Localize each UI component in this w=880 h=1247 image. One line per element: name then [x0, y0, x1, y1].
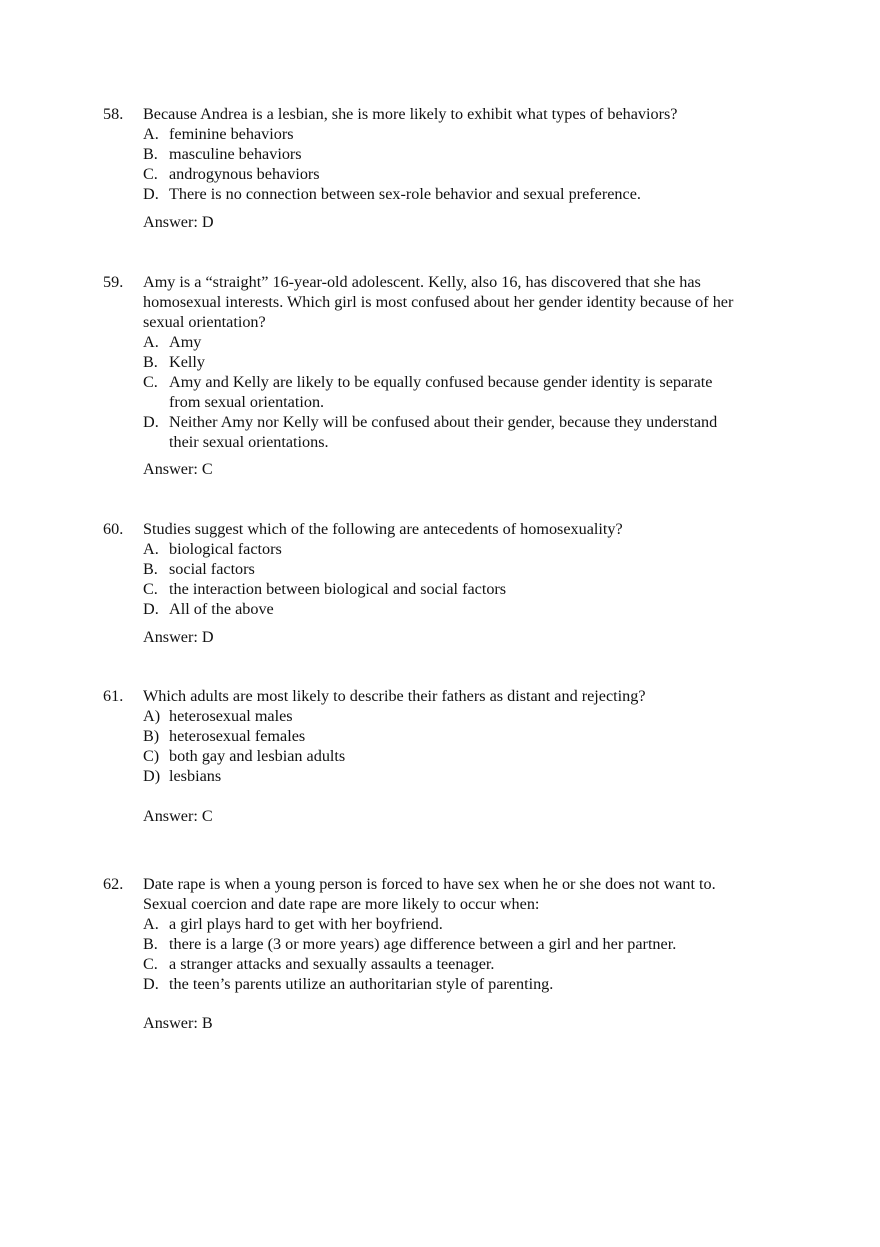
option-letter: B. [143, 935, 158, 953]
question-stem-line: Because Andrea is a lesbian, she is more likely to exhibit what types of behaviors? [143, 105, 678, 123]
option-b [143, 352, 783, 372]
option-letter: B. [143, 353, 158, 371]
question-stem [143, 686, 783, 706]
question-stem [143, 874, 783, 914]
answer-options [143, 332, 783, 452]
option-text: Neither Amy nor Kelly will be confused about their gender, because they understand their sexual orientations. [169, 413, 718, 451]
answer-label: Answer: D [143, 628, 214, 646]
option-d [143, 599, 783, 619]
option-text: a stranger attacks and sexually assaults a teenager. [169, 955, 495, 973]
option-c [143, 954, 783, 974]
question-number: 60. [103, 520, 124, 538]
option-letter: C) [143, 747, 160, 765]
option-letter: D. [143, 975, 159, 993]
option-a [143, 914, 783, 934]
question-stem-line: Date rape is when a young person is forced to have sex when he or she does not want to. [143, 875, 716, 893]
question-number: 58. [103, 105, 124, 123]
question-number: 62. [103, 875, 124, 893]
question-stem [143, 104, 783, 124]
option-letter: D. [143, 600, 159, 618]
question-stem-line: homosexual interests. Which girl is most confused about her gender identity because of her [143, 293, 734, 311]
option-text: Kelly [169, 353, 205, 371]
question-stem-line: Amy is a “straight” 16-year-old adolescent. Kelly, also 16, has discovered that she has [143, 273, 701, 291]
option-letter: C. [143, 580, 158, 598]
option-text: both gay and lesbian adults [169, 747, 346, 765]
question-stem-line: sexual orientation? [143, 313, 266, 331]
answer-label: Answer: B [143, 1014, 213, 1032]
answer-options [143, 706, 783, 786]
option-letter: B. [143, 145, 158, 163]
answer-options [143, 539, 783, 619]
question-stem [143, 519, 783, 539]
option-a [143, 332, 783, 352]
option-d [143, 184, 783, 204]
option-letter: C. [143, 955, 158, 973]
question-stem [143, 272, 783, 332]
option-text: biological factors [169, 540, 282, 558]
option-letter: D. [143, 413, 159, 431]
option-letter: A. [143, 125, 159, 143]
option-letter: D. [143, 185, 159, 203]
question-number: 59. [103, 273, 124, 291]
option-text: Amy [169, 333, 202, 351]
option-letter: A. [143, 333, 159, 351]
option-c [143, 164, 783, 184]
option-letter: B. [143, 560, 158, 578]
option-b [143, 726, 783, 746]
option-text: the teen’s parents utilize an authoritarian style of parenting. [169, 975, 554, 993]
option-c [143, 372, 783, 412]
option-letter: C. [143, 165, 158, 183]
option-d [143, 974, 783, 994]
option-letter: D) [143, 767, 161, 785]
option-letter: A. [143, 915, 159, 933]
option-text: lesbians [169, 767, 222, 785]
option-c [143, 579, 783, 599]
option-text: androgynous behaviors [169, 165, 320, 183]
option-c [143, 746, 783, 766]
answer-label: Answer: D [143, 213, 214, 231]
option-text: there is a large (3 or more years) age difference between a girl and her partner. [169, 935, 677, 953]
option-b [143, 934, 783, 954]
option-a [143, 706, 783, 726]
option-a [143, 124, 783, 144]
option-text: heterosexual males [169, 707, 293, 725]
question-stem-line: Studies suggest which of the following are antecedents of homosexuality? [143, 520, 623, 538]
answer-options [143, 124, 783, 204]
option-text: Amy and Kelly are likely to be equally confused because gender identity is separate from sexual orientation. [169, 373, 713, 411]
option-d [143, 412, 783, 452]
option-a [143, 539, 783, 559]
option-text: There is no connection between sex-role behavior and sexual preference. [169, 185, 641, 203]
answer-label: Answer: C [143, 807, 213, 825]
option-text: a girl plays hard to get with her boyfriend. [169, 915, 443, 933]
option-letter: A. [143, 540, 159, 558]
option-b [143, 144, 783, 164]
option-text: masculine behaviors [169, 145, 302, 163]
option-text: social factors [169, 560, 255, 578]
question-stem-line: Sexual coercion and date rape are more likely to occur when: [143, 895, 540, 913]
answer-options [143, 914, 783, 994]
option-letter: A) [143, 707, 161, 725]
option-letter: B) [143, 727, 160, 745]
option-text: All of the above [169, 600, 274, 618]
option-letter: C. [143, 373, 158, 391]
option-text: the interaction between biological and social factors [169, 580, 507, 598]
question-number: 61. [103, 687, 124, 705]
option-text: feminine behaviors [169, 125, 294, 143]
option-d [143, 766, 783, 786]
question-stem-line: Which adults are most likely to describe their fathers as distant and rejecting? [143, 687, 646, 705]
option-text: heterosexual females [169, 727, 306, 745]
answer-label: Answer: C [143, 460, 213, 478]
option-b [143, 559, 783, 579]
